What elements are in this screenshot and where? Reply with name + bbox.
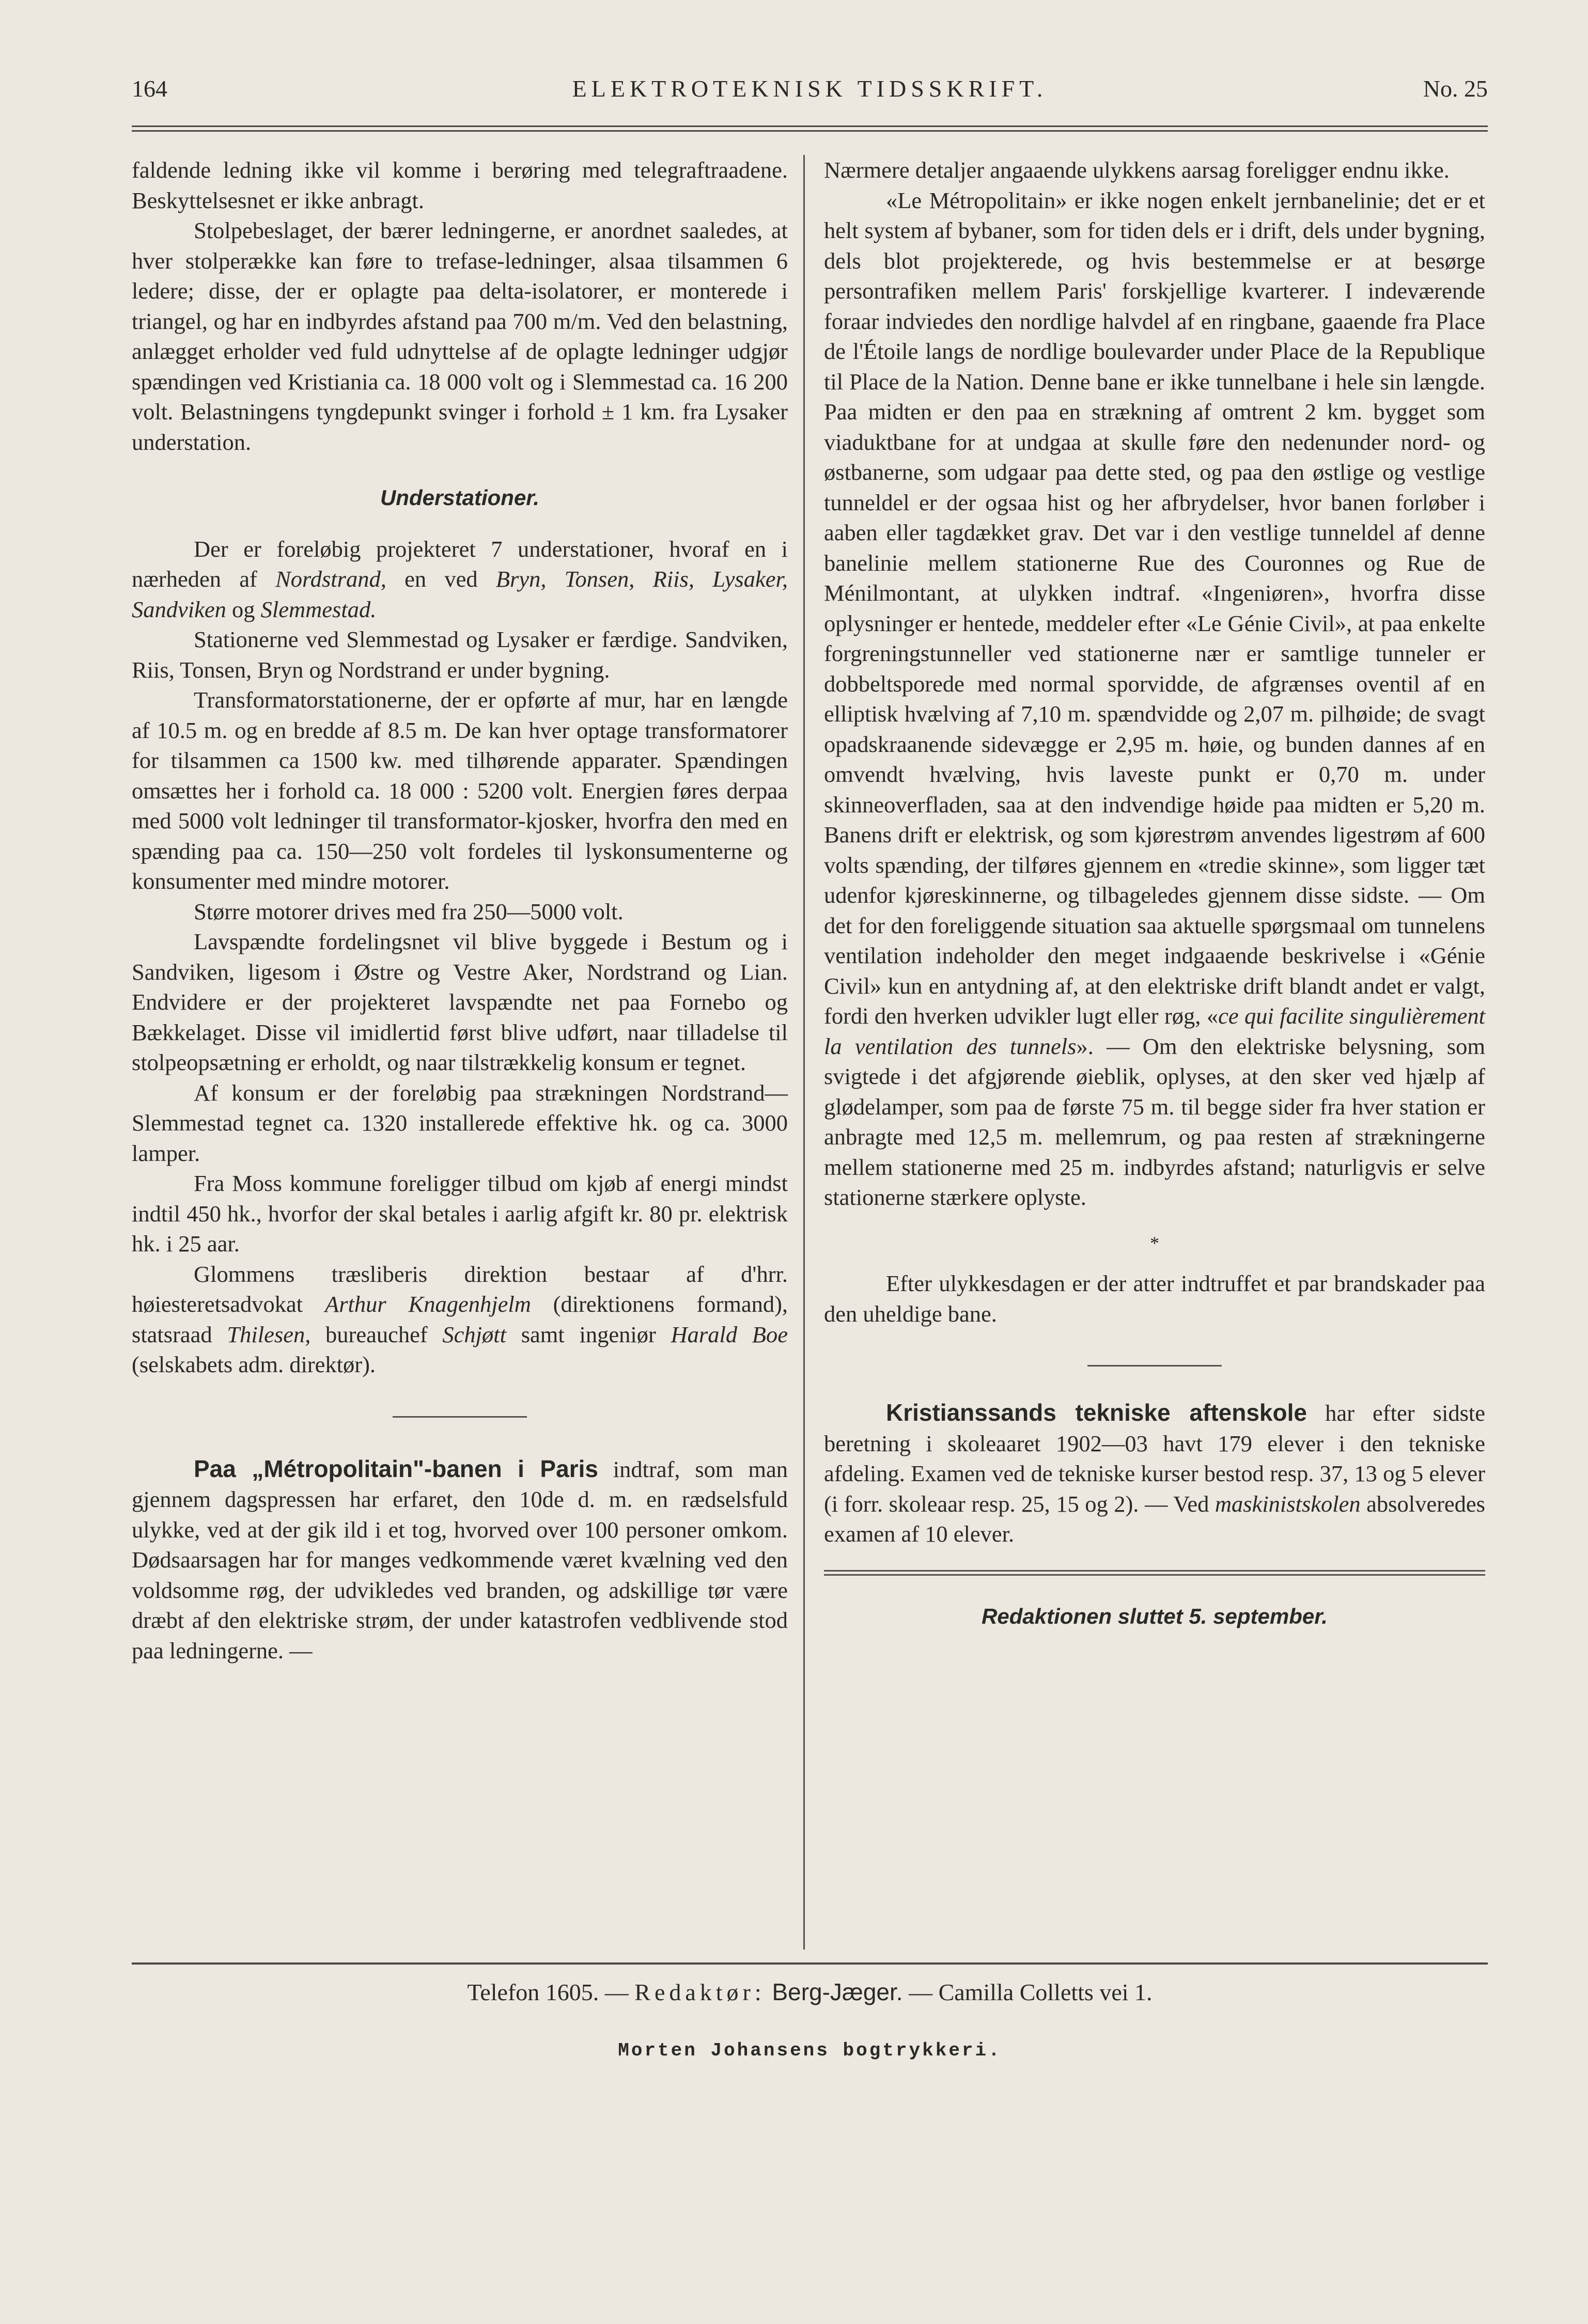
text-run: «Le Métropolitain» er ikke nogen enkelt jernbanelinie; det er et helt system af bybaner, som for tiden dels er i drift, dels under bygning, dels blot projekterede, og hvis bestemmelse er at besørge persontrafiken mellem Paris' forskjellige kvarterer. I indeværende foraar indviedes den nordlige halvdel af en ringbane, gaaende fra Place de l'Étoile langs de nordlige boulevarder under Place de la Republique til Place de la Nation. Denne bane er ikke tunnelbane i hele sin længde. Paa midten er den paa en strækning af omtrent 2 km. bygget som viaduktbane for at undgaa at skulle føre den nedenunder nord- og østbanerne, som udgaar paa dette sted, og paa den østlige og vestlige tunneldel er der ogsaa hist og her afbrydelser, hvor banen forløber i aaben eller tagdækket grav. Det var i den vestlige tunneldel af denne banelinie mellem stationerne Rue des Couronnes og Rue de Ménilmontant, at ulykken indtraf. «Ingeniøren», hvorfra disse oplysninger er hentede, meddeler efter «Le Génie Civil», at paa enkelte forgreningstunneller ved stationerne nær er samtlige tunneler er dobbeltsporede med normal sporvidde, de afgrænses oventil af en elliptisk hvælving af 7,10 m. spændvidde og 2,07 m. pilhøide; de svagt opadskraanende sidevægge er 2,95 m. høie, og bunden dannes af en omvendt hvælving, hvis laveste punkt er 0,70 m. under skinneoverfladen, saa at den indvendige høide paa midten er 5,20 m. Banens drift er elektrisk, og som kjørestrøm anvendes ligestrøm af 600 volts spænding, der tilføres gjennem en «tredie skinne», som ligger tæt udenfor kjøreskinnerne, og tilbageledes gjennem disse sidste. — Om det for den foreliggende situation saa aktuelle spørgsmaal om tunnelens ventilation indeholder den meget indgaaende beskrivelse i «Génie Civil» kun en antydning af, at den elektriske drift blandt andet er valgt, fordi den hverken udvikler lugt eller røg, « <box>824 187 1485 1029</box>
person-name: Schjøtt <box>442 1321 507 1347</box>
text-run: samt ingeniør <box>506 1321 671 1347</box>
section-heading: Understationer. <box>380 485 540 510</box>
paragraph: Stationerne ved Slemmestad og Lysaker er færdige. Sandviken, Riis, Tonsen, Bryn og Nordstrand er under bygning. <box>132 626 788 683</box>
asterisk-separator: * <box>1150 1232 1159 1253</box>
paragraph <box>824 1397 1485 1549</box>
text-run: ». — Om den elektriske belysning, som svigtede i det afgjørende øieblik, oplyses, at den sker ved hjælp af glødelamper, som paa de første 75 m. til begge sider fra hver station er anbragte med 12,5 m. mellemrum, og paa resten af strækningerne mellem stationerne med 25 m. indbyrdes afstand; naturligvis er selve stationerne stærkere oplyste. <box>824 1033 1485 1210</box>
article-lead: Kristianssands tekniske aftenskole <box>886 1399 1307 1426</box>
editorial-end-note: Redaktionen sluttet 5. september. <box>982 1604 1328 1628</box>
editor-name: Berg-Jæger. <box>765 1978 903 2005</box>
place-names: Bryn, Tonsen, Riis, Lysaker, Sandviken <box>132 566 788 622</box>
footer-rule <box>132 1962 1488 1965</box>
paragraph: Større motorer drives med fra 250—5000 volt. <box>194 898 624 924</box>
text-run: Glommens træsliberis direktion bestaar af d'hrr. høiesteretsadvokat <box>132 1261 788 1317</box>
text-run: indtraf, som man gjennem dagspressen har erfaret, den 10de d. m. en rædselsfuld ulykke, ved at der gik ild i et tog, hvorved over 100 personer omkom. Dødsaarsagen har for manges vedkommende været kvælning ved den voldsomme røg, der udvikledes ved branden, og adskillige tør være dræbt af den elektriske strøm, der under katastrofen vedblivende stod paa ledningerne. — <box>132 1456 788 1663</box>
telephone: Telefon 1605. — <box>467 1979 635 2005</box>
paragraph: Lavspændte fordelingsnet vil blive byggede i Bestum og i Sandviken, ligesom i Østre og Vestre Aker, Nordstrand og Lian. Endvidere er der projekteret lavspændte net paa Fornebo og Bækkelaget. Disse vil imidlertid først blive udført, naar tilladelse til stolpeopsætning er erholdt, og naar tilstrækkelig konsum er tegnet. <box>132 929 788 1075</box>
editor-label: Redaktør: <box>634 1979 766 2005</box>
text-run: bureauchef <box>310 1321 443 1347</box>
text-run: har efter sidste beretning i skoleaaret 1902—03 havt 179 elever i den tekniske afdeling. Examen ved de tekniske kurser bestod resp. 37, 13 og 5 elever (i forr. skoleaar resp. 25, 15 og 2). — Ved <box>824 1400 1486 1517</box>
text-run: en ved <box>386 566 496 592</box>
paragraph <box>824 185 1485 1213</box>
paragraph <box>132 534 788 625</box>
address: — Camilla Colletts vei 1. <box>902 1979 1153 2005</box>
text-run: absolveredes examen af 10 elever. <box>824 1490 1486 1547</box>
paragraph: faldende ledning ikke vil komme i berøring med telegraftraadene. Beskyttelsesnet er ikke anbragt. <box>132 157 788 213</box>
section-separator <box>393 1416 527 1418</box>
imprint-line <box>132 1978 1488 2006</box>
right-column <box>824 155 1485 1631</box>
paragraph <box>132 1454 788 1666</box>
paragraph: Transformatorstationerne, der er opførte af mur, har en længde af 10.5 m. og en bredde af 8.5 m. De kan hver optage transformatorer for tilsammen ca 1500 kw. med tilhørende apparater. Spændingen omsættes her i forhold ca. 18 000 : 5200 volt. Energien føres derpaa med 5000 volt ledninger til transformator-kjosker, hvorfra den med en spænding paa ca. 150—250 volt fordeles til lyskonsumenterne og konsumenter med mindre motorer. <box>132 687 788 894</box>
journal-title: ELEKTROTEKNISK TIDSSKRIFT. <box>572 75 1048 102</box>
paragraph <box>132 1259 788 1380</box>
text-run: og <box>226 596 261 622</box>
left-column <box>132 155 788 1666</box>
section-separator <box>1087 1365 1222 1367</box>
school-name: maskinistskolen <box>1215 1490 1361 1517</box>
place-name: Slemmestad. <box>260 596 377 622</box>
person-name: Harald Boe <box>671 1321 788 1347</box>
text-run: (direktionens formand), statsraad <box>132 1291 788 1347</box>
paragraph: Efter ulykkesdagen er der atter indtruffet et par brandskader paa den uheldige bane. <box>824 1270 1485 1327</box>
text-run: (selskabets adm. direktør). <box>132 1352 376 1377</box>
french-quote: ce qui facilite singulièrement la ventilation des tunnels <box>824 1003 1486 1059</box>
person-name: Thilesen, <box>227 1321 311 1347</box>
paragraph: Af konsum er der foreløbig paa strækningen Nordstrand—Slemmestad tegnet ca. 1320 installerede effektive hk. og ca. 3000 lamper. <box>132 1079 788 1166</box>
article-lead: Paa „Métropolitain"-banen i Paris <box>194 1455 598 1482</box>
place-name: Nordstrand, <box>275 566 386 592</box>
paragraph: Nærmere detaljer angaaende ulykkens aarsag foreligger endnu ikke. <box>824 157 1450 183</box>
person-name: Arthur Knagenhjelm <box>325 1291 531 1317</box>
paragraph: Fra Moss kommune foreligger tilbud om kjøb af energi mindst indtil 450 hk., hvorfor der skal betales i aarlig afgift kr. 80 pr. elektrisk hk. i 25 aar. <box>132 1170 788 1257</box>
double-rule <box>824 1570 1485 1576</box>
header-rule-bottom <box>132 130 1488 132</box>
paragraph: Stolpebeslaget, der bærer ledningerne, er anordnet saaledes, at hver stolperække kan føre to trefase-ledninger, alsaa tilsammen 6 ledere; disse, der er oplagte paa delta-isolatorer, er monterede i triangel, og har en indbyrdes afstand paa 700 m/m. Ved den belastning, anlægget erholder ved fuld udnyttelse af de oplagte ledninger udgjør spændingen ved Kristiania ca. 18 000 volt og i Slemmestad ca. 16 200 volt. Belastningens tyngdepunkt svinger i forhold ± 1 km. fra Lysaker understation. <box>132 217 788 455</box>
page-number: 164 <box>132 75 167 102</box>
issue-number: No. 25 <box>1423 75 1488 102</box>
column-divider <box>803 155 805 1950</box>
printer-credit: Morten Johansens bogtrykkeri. <box>618 2040 1002 2061</box>
text-run: Der er foreløbig projekteret 7 understationer, hvoraf en i nærheden af <box>132 536 788 592</box>
header-rule-top <box>132 125 1488 127</box>
running-header <box>132 65 1488 106</box>
